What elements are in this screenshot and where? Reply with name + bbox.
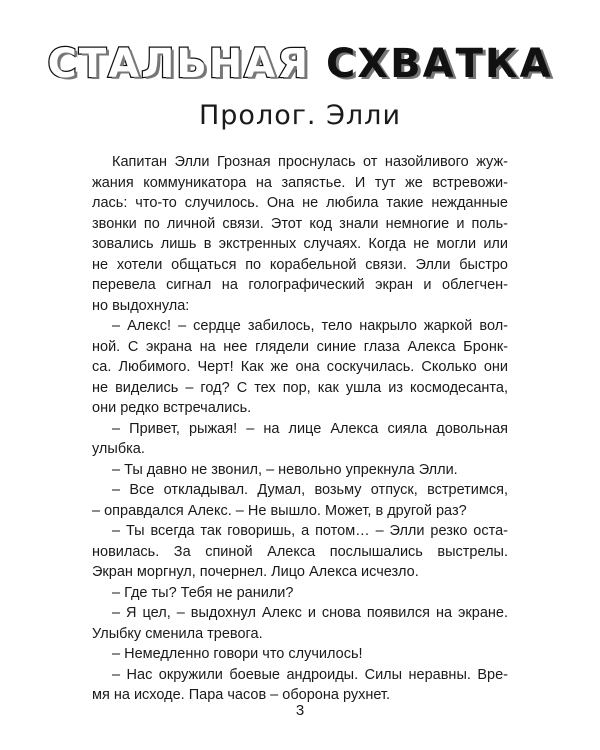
text-line: Улыбку сменила тревога. (92, 625, 263, 642)
text-line: улыбка. (92, 441, 145, 457)
text-line: мя на исходе. Пара часов – оборона рухнет. (92, 687, 390, 703)
text-line: Капитан Элли Грозная проснулась от назойливого жуж- (112, 154, 508, 170)
text-line: са. Любимого. Черт! Как же она соскучилась. Сколько они (92, 359, 508, 375)
text-line: – Ты всегда так говоришь, а потом… – Элли резко оста- (112, 523, 508, 539)
text-line: – Ты давно не звонил, – невольно упрекнула Элли. (112, 461, 458, 478)
text-line: они редко встречались. (92, 400, 252, 416)
text-line: лась: что-то случилось. Она не любила такие нежданные (92, 195, 508, 211)
text-line: – Нас окружили боевые андроиды. Силы неравны. Вре- (112, 666, 508, 683)
text-line: – Я цел, – выдохнул Алекс и снова появился на экране. (112, 605, 508, 621)
text-line: ной. С экрана на нее глядели синие глаза Алекса Бронк- (92, 338, 508, 355)
text-line: звонки по личной связи. Этот код знали немногие и поль- (92, 215, 508, 232)
book-title-part2: СХВАТКА (325, 41, 553, 87)
text-line: но выдохнула: (92, 297, 190, 314)
text-line: – Немедленно говори что случилось! (112, 646, 363, 662)
book-title (0, 40, 600, 88)
text-line: не хотели общаться по корабельной связи. Элли быстро (92, 256, 508, 273)
text-line: не виделись – год? С тех пор, как ушла из космодесанта, (92, 379, 508, 396)
text-line: – Все откладывал. Думал, возьму отпуск, встретимся, (112, 482, 508, 498)
text-line: – Алекс! – сердце забилось, тело накрыло жаркой вол- (112, 318, 508, 334)
text-line: зовались лишь в экстренных случаях. Когда не могли или (92, 236, 508, 252)
text-line: новилась. За спиной Алекса послышались выстрелы. (92, 543, 508, 560)
page-number: 3 (295, 702, 305, 719)
text-line: – оправдался Алекс. – Не вышло. Может, в другой раз? (92, 502, 467, 519)
text-line: перевела сигнал на голографический экран и облегчен- (92, 277, 508, 293)
book-title-part1: СТАЛЬНАЯ (47, 41, 311, 87)
chapter-title: Пролог. Элли (198, 100, 401, 131)
text-line: Экран моргнул, почернел. Лицо Алекса исчезло. (92, 564, 419, 580)
text-line: – Привет, рыжая! – на лице Алекса сияла довольная (112, 420, 508, 437)
text-line: жания коммуникатора на запястье. И тут же встревожи- (92, 174, 508, 191)
chapter-body (92, 152, 508, 706)
text-line: – Где ты? Тебя не ранили? (112, 584, 294, 601)
